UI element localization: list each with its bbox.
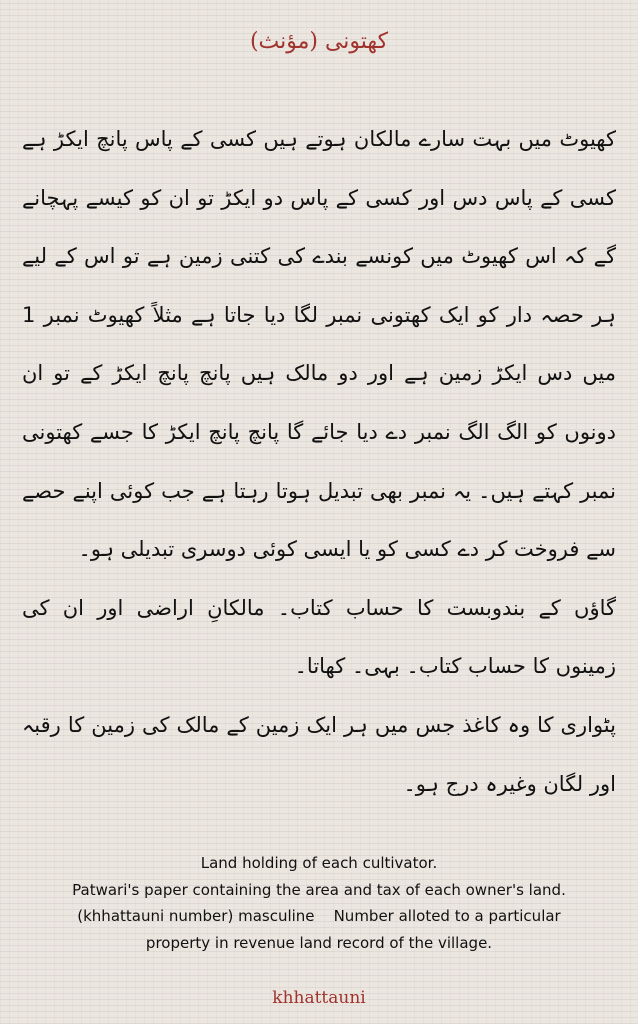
transliteration-word: khhattauni (272, 988, 366, 1008)
english-line-4: property in revenue land record of the village. (145, 933, 493, 952)
urdu-paragraph-2: گاؤں کے بندوبست کا حساب کتاب۔ مالکانِ اراضی اور ان کی زمینوں کا حساب کتاب۔ بہی۔ کھاتا۔ (22, 595, 616, 679)
english-line-1: Land holding of each cultivator. (200, 854, 438, 872)
english-definition-block (8, 850, 630, 956)
urdu-paragraph-1: کھیوٹ میں بہت سارے مالکان ہوتے ہیں کسی کے پاس پانچ ایکڑ ہے کسی کے پاس دس اور کسی کے پاس دو ایکڑ تو ان کو کیسے پہچانے گے کہ اس کھیوٹ میں کونسے بندے کی کتنی زمین ہے تو اس کے لیے ہر حصہ دار کو ایک کھتونی نمبر لگا دیا جاتا ہے مثلاً کھیوٹ نمبر 1 میں دس ایکڑ زمین ہے اور دو مالک ہیں پانچ پانچ ایکڑ کے تو ان دونوں کو الگ الگ نمبر دے دیا جائے گا پانچ پانچ ایکڑ کا جسے کھتونی نمبر کہتے ہیں۔ یہ نمبر بھی تبدیل ہوتا رہتا ہے جب کوئی اپنے حصے سے فروخت کر دے کسی کو یا ایسی کوئی دوسری تبدیلی ہو۔ (22, 127, 616, 562)
urdu-definition-block (22, 110, 616, 813)
english-line-3: (khhattauni number) masculine Number alloted to a particular (77, 907, 561, 925)
urdu-paragraph-3: پٹواری کا وہ کاغذ جس میں ہر ایک زمین کے مالک کی زمین کا رقبہ اور لگان وغیرہ درج ہو۔ (22, 712, 616, 796)
page-title: کھتونی (مؤنث) (249, 29, 389, 54)
english-line-2: Patwari's paper containing the area and tax of each owner's land. (72, 880, 566, 899)
